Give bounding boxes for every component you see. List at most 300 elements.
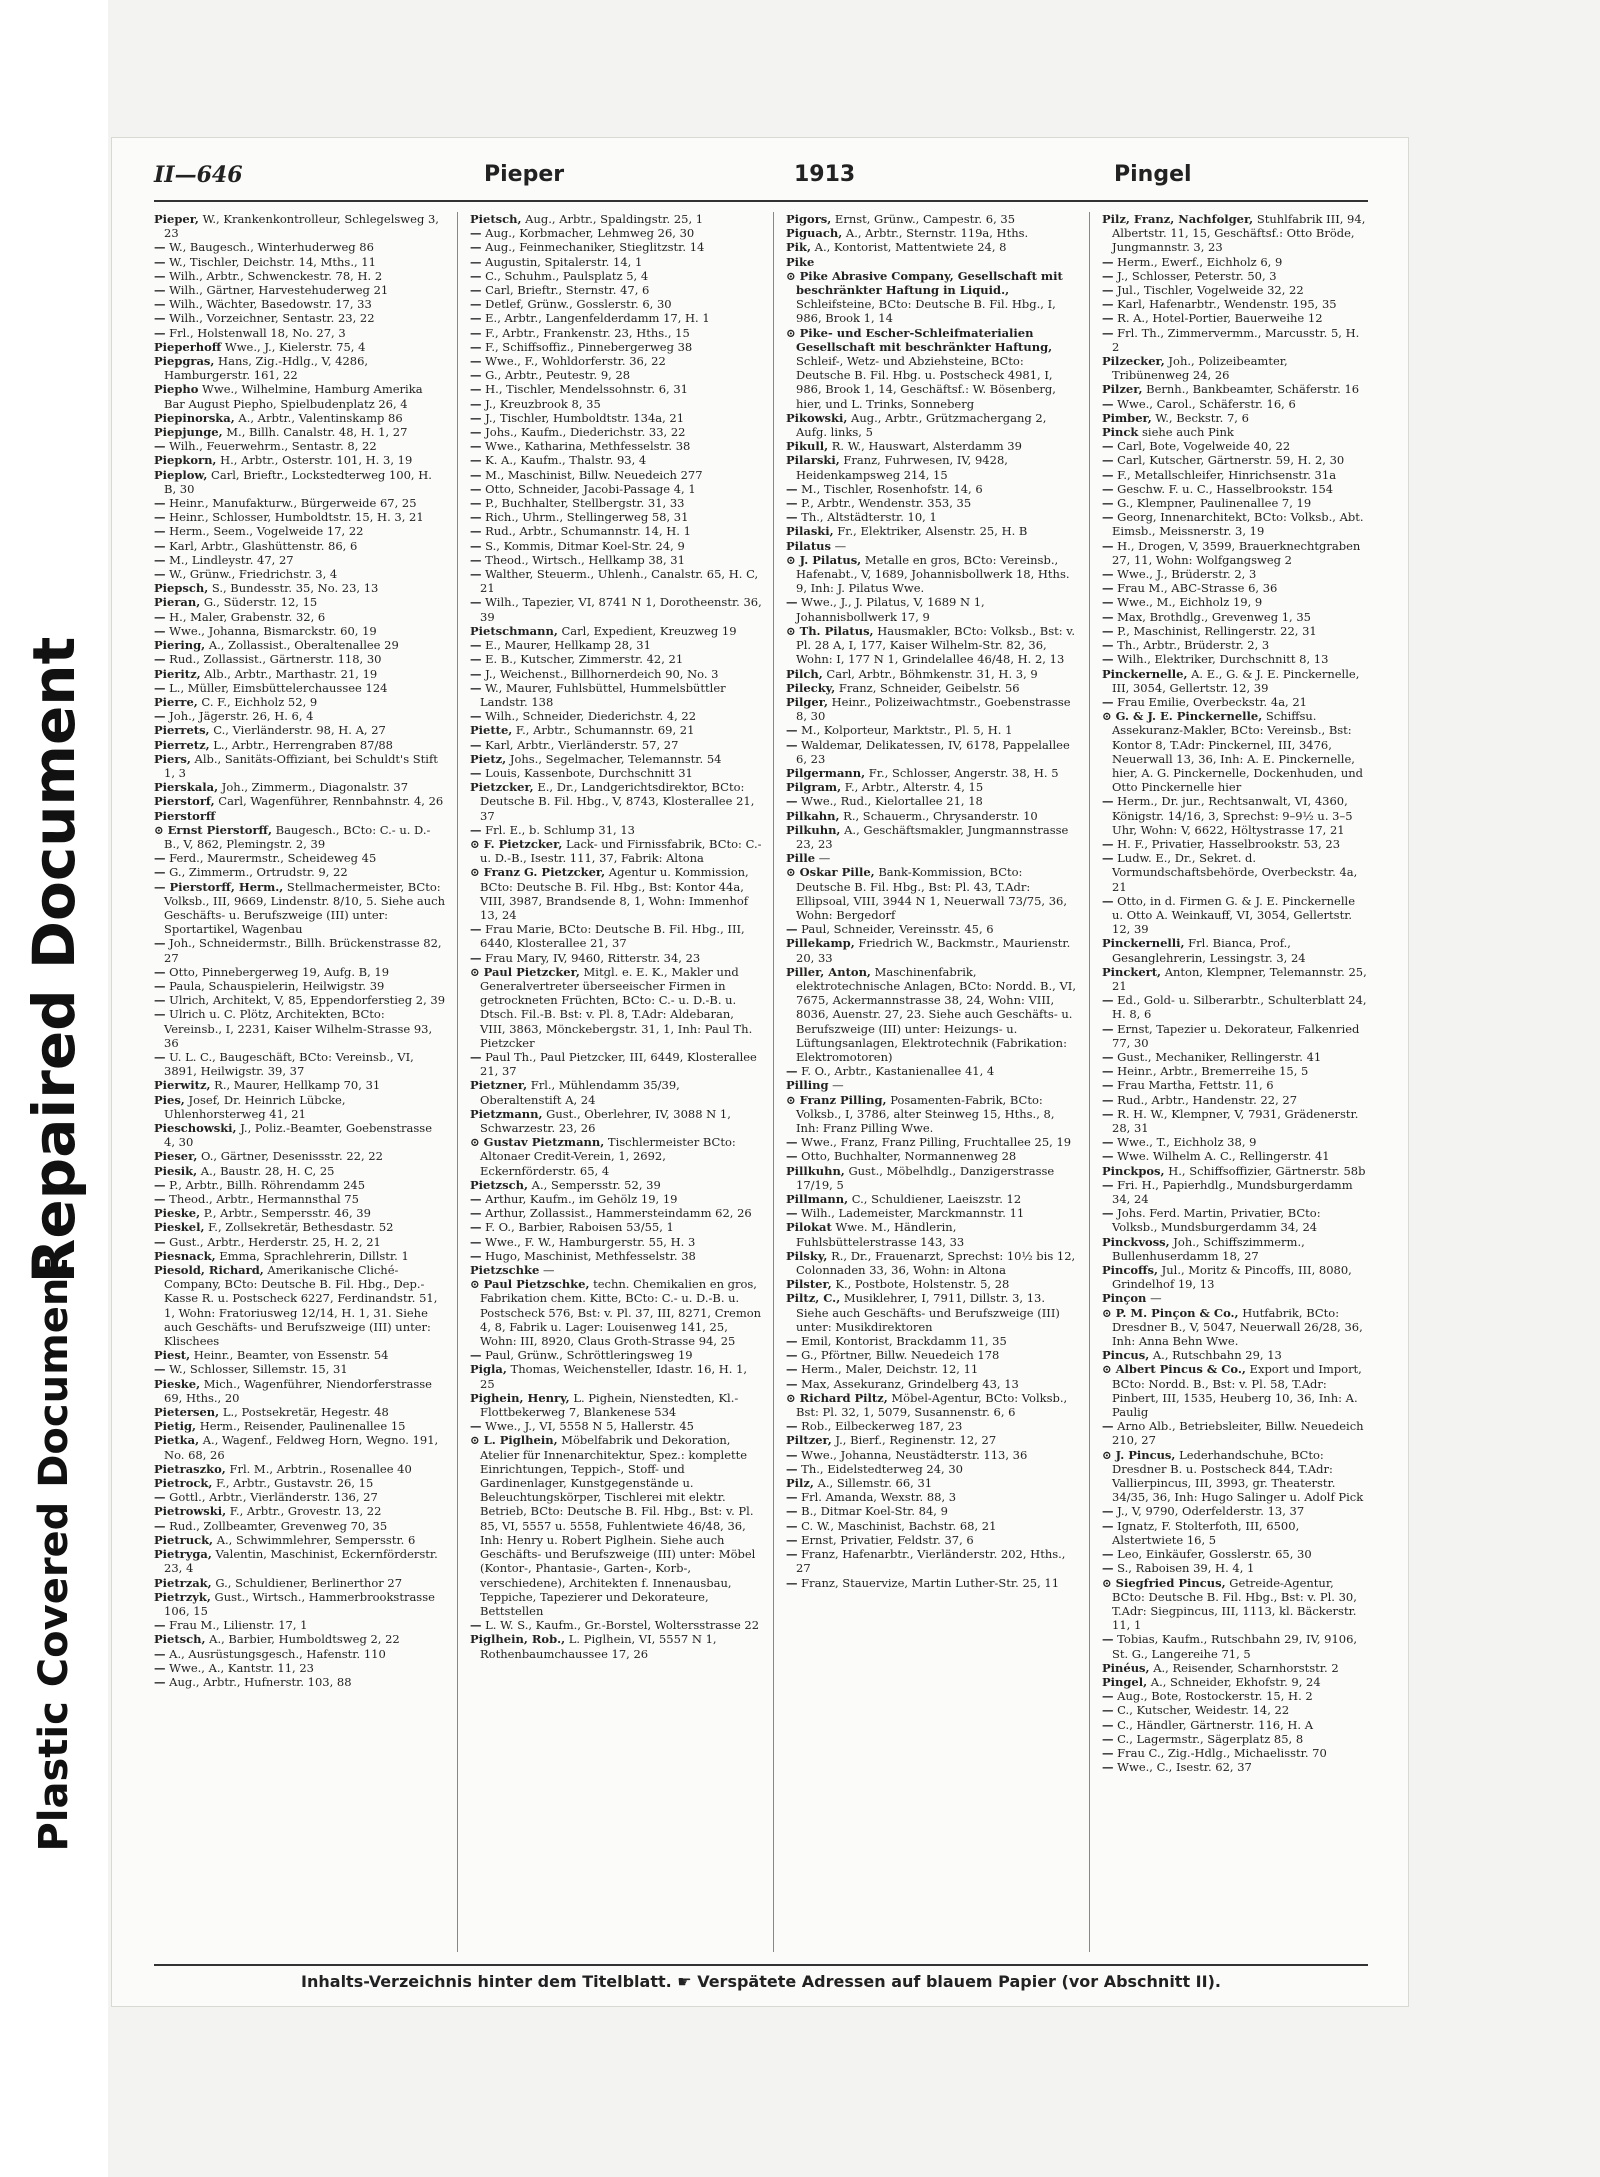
entry-details: Mitgl. e. E. K., Makler und Generalvertreter überseeischer Firmen in getrockneten Früchten, BCto: C.- u. D.-B. u. Dtsch. Fil.-B. Bst: v. Pl. 8, T.Adr: Aldebaran, VIII, 3863, Mönckebergstr. 31, 1, Inh: Paul Th. Pietzcker (480, 964, 753, 1050)
directory-entry (1102, 1419, 1368, 1447)
directory-entry (1102, 326, 1368, 354)
directory-entry (1102, 1064, 1368, 1078)
entry-details: Frau Martha, Fettstr. 11, 6 (1113, 1078, 1274, 1093)
entry-details: Möbelfabrik und Dekoration, Atelier für Innenarchitektur, Spez.: komplette Einrichtungen, Teppich-, Stoff- und Gardinenlager, Kunstgegenstände u. Beleuchtungskörper, Tischlerei mit elektr. Betrieb, BCto: Deutsche B. Fil. Hbg., Bst: v. Pl. 85, VI, 5557 u. 5558, Fuhlentwiete 46/48, 36, Inh: Henry u. Robert Piglhein. Siehe auch Geschäfts- und Berufszweige (III) unter: Möbel (Kontor-, Phantasie-, Garten-, Korb-, verschiedene), Architekten f. Innenausbau, Teppiche, Tapezierer und Dekorateure, Bettstellen (480, 1433, 756, 1618)
entry-name: — (1102, 1106, 1114, 1121)
entry-details: Th., Eidelstedterweg 24, 30 (797, 1461, 963, 1476)
directory-entry (154, 453, 446, 467)
directory-entry (1102, 255, 1368, 269)
entry-name: — (154, 496, 166, 511)
entry-details: Rich., Uhrm., Stellingerweg 58, 31 (481, 510, 689, 525)
directory-entry (786, 1519, 1078, 1533)
directory-entry (154, 1547, 446, 1575)
entry-details: Anton, Klempner, Telemannstr. 25, 21 (1112, 964, 1367, 993)
entry-details: Tischlermeister BCto: Altonaer Credit-Verein, 1, 2692, Eckernförderstr. 65, 4 (480, 1135, 736, 1178)
entry-details: Frl. E., b. Schlump 31, 13 (481, 822, 635, 837)
entry-name: ⊙ Th. Pilatus, (786, 623, 874, 638)
directory-entry (470, 624, 762, 638)
entry-details: Herm., Dr. jur., Rechtsanwalt, VI, 4360, Königstr. 14/16, 3, Sprechst: 9–9½ u. 3–5 Uhr, Wohn: V, 6622, Höltystrasse 17, 21 (1112, 794, 1353, 837)
entry-details: Thomas, Weichensteller, Idastr. 16, H. 1, 25 (480, 1362, 748, 1391)
entry-details: A., Ausrüstungsgesch., Hafenstr. 110 (165, 1646, 386, 1661)
entry-name: — (786, 1575, 798, 1590)
entry-details: A., Schwimmlehrer, Sempersstr. 6 (213, 1532, 416, 1547)
directory-entry (1102, 1689, 1368, 1703)
column-rule (457, 212, 458, 1952)
directory-column-1 (154, 212, 446, 1952)
directory-entry (154, 809, 446, 823)
directory-entry (154, 1007, 446, 1050)
directory-entry (1102, 1235, 1368, 1263)
entry-name: ⊙ Franz Pilling, (786, 1092, 887, 1107)
entry-details: S., Bundesstr. 35, No. 23, 13 (208, 581, 379, 596)
entry-details: A., Geschäftsmakler, Jungmannstrasse 23, 23 (796, 822, 1069, 851)
entry-details: Wwe., T., Eichholz 38, 9 (1113, 1135, 1257, 1150)
directory-entry (1102, 496, 1368, 510)
entry-name: — (1102, 595, 1114, 610)
directory-entry (786, 922, 1078, 936)
directory-entry (154, 468, 446, 496)
entry-details: Heinr., Schlosser, Humboldtstr. 15, H. 3, 21 (165, 510, 424, 525)
entry-details: Wilh., Arbtr., Schwenckestr. 78, H. 2 (165, 268, 383, 283)
directory-entry (786, 865, 1078, 922)
entry-name: Pighein, Henry, (470, 1390, 570, 1405)
entry-details: Musiklehrer, I, 7911, Dillstr. 3, 13. Siehe auch Geschäfts- und Berufszweige (III) unter: Musikdirektoren (796, 1291, 1060, 1334)
directory-entry (786, 1419, 1078, 1433)
directory-entry (470, 382, 762, 396)
directory-entry (1102, 667, 1368, 695)
directory-entry (1102, 425, 1368, 439)
entry-name: Pieschowski, (154, 1121, 237, 1135)
entry-name: Pieser, (154, 1149, 198, 1164)
directory-entry (1102, 581, 1368, 595)
entry-name: — (1102, 893, 1114, 908)
directory-entry (786, 1490, 1078, 1504)
directory-entry (1102, 382, 1368, 396)
entry-details: Detlef, Grünw., Gosslerstr. 6, 30 (481, 297, 672, 312)
directory-entry (1102, 1022, 1368, 1050)
directory-entry (786, 1220, 1078, 1248)
entry-details: Frau Mary, IV, 9460, Ritterstr. 34, 23 (481, 950, 701, 965)
entry-name: — (470, 283, 482, 298)
entry-details: Export und Import, BCto: Nordd. B., Bst: v. Pl. 58, T.Adr: Pinbert, III, 1535, Heuberg 10, 36, Inh: A. Paulig (1112, 1362, 1362, 1420)
directory-entry (154, 865, 446, 879)
directory-entry (786, 1164, 1078, 1192)
side-label (0, 0, 108, 2177)
directory-entry (1102, 794, 1368, 837)
entry-name: — (786, 737, 798, 752)
entry-details: C., Händler, Gärtnerstr. 116, H. A (1113, 1717, 1314, 1732)
entry-details: Wilh., Tapezier, VI, 8741 N 1, Dorotheenstr. 36, 39 (480, 595, 762, 624)
directory-entry (1102, 624, 1368, 638)
entry-details: A., Kontorist, Mattentwiete 24, 8 (811, 240, 1007, 255)
entry-name: — (786, 1490, 798, 1505)
entry-details: Wilh., Feuerwehrm., Sentastr. 8, 22 (165, 439, 377, 454)
entry-name: — (470, 1618, 482, 1633)
directory-entry (470, 1135, 762, 1178)
entry-name: ⊙ Richard Piltz, (786, 1390, 888, 1405)
directory-entry (470, 766, 762, 780)
entry-name: — (1102, 1206, 1114, 1221)
directory-entry (470, 468, 762, 482)
directory-column-2 (470, 212, 762, 1952)
entry-name: — (786, 1447, 798, 1462)
entry-name: — (470, 1419, 482, 1434)
header-first-entry: Pieper (484, 162, 565, 187)
entry-name: — (1102, 254, 1114, 269)
entry-details: Schiffsu. Assekuranz-Makler, BCto: Vereinsb., Bst: Kontor 8, T.Adr: Pinckernel, III, 3476, Neuerwall 13, 36, Inh: A. E. Pinckernelle, hier, A. G. Pinckernelle, Dockenhuden, und Otto Pinckernelle hier (1112, 709, 1363, 795)
entry-details: L. W. S., Kaufm., Gr.-Borstel, Woltersstrasse 22 (481, 1618, 760, 1633)
directory-entry (786, 1078, 1078, 1092)
directory-entry (1102, 993, 1368, 1021)
directory-entry (154, 1050, 446, 1078)
directory-entry (470, 1632, 762, 1660)
directory-entry (1102, 894, 1368, 937)
entry-name: ⊙ J. Pilatus, (786, 552, 862, 567)
entry-name: — (1102, 538, 1114, 553)
entry-details: Carl, Wagenführer, Rennbahnstr. 4, 26 (214, 794, 444, 809)
entry-name: — (1102, 581, 1114, 596)
entry-details: Frl., Holstenwall 18, No. 27, 3 (165, 325, 346, 340)
directory-column-3 (786, 212, 1078, 1952)
entry-name: Pincus, (1102, 1348, 1150, 1363)
entry-name: — (786, 1376, 798, 1391)
directory-entry (154, 738, 446, 752)
entry-details: Augustin, Spitalerstr. 14, 1 (481, 254, 643, 269)
directory-entry (1102, 1703, 1368, 1717)
entry-details: G., Schuldiener, Berlinerthor 27 (211, 1575, 403, 1590)
entry-details: Wwe., F., Wohldorferstr. 36, 22 (481, 354, 666, 369)
directory-entry (786, 255, 1078, 269)
entry-name: — (154, 268, 166, 283)
directory-entry (786, 1433, 1078, 1447)
entry-name: — (470, 481, 482, 496)
entry-name: — (470, 1348, 482, 1363)
entry-name: Pietrowski, (154, 1504, 227, 1519)
entry-name: Pilz, (786, 1476, 814, 1491)
entry-name: Pierretz, (154, 737, 210, 752)
entry-details: Herm., Maler, Deichstr. 12, 11 (797, 1362, 979, 1377)
directory-entry (470, 453, 762, 467)
entry-details: F., Arbtr., Alterstr. 4, 15 (841, 780, 984, 795)
entry-details: A., Sillemstr. 66, 31 (813, 1476, 933, 1491)
entry-name: — (470, 567, 482, 582)
directory-entry (786, 595, 1078, 623)
directory-entry (154, 1576, 446, 1590)
entry-details: E., Dr., Landgerichtsdirektor, BCto: Deutsche B. Fil. Hbg., V, 8743, Klosterallee 21, 37 (480, 780, 755, 823)
entry-name: Piltz, C., (786, 1291, 841, 1306)
directory-entry (470, 837, 762, 865)
entry-details: Herm., Reisender, Paulinenallee 15 (196, 1419, 406, 1434)
entry-name: — (1102, 1547, 1114, 1562)
entry-details: J., Weichenst., Billhornerdeich 90, No. 3 (481, 666, 719, 681)
entry-name: — (1102, 1504, 1114, 1519)
entry-name: ⊙ Albert Pincus & Co., (1102, 1362, 1246, 1377)
entry-details: Wwe., Carol., Schäferstr. 16, 6 (1113, 396, 1296, 411)
directory-entry (1102, 1576, 1368, 1633)
entry-name: Pietzcker, (470, 780, 534, 795)
directory-entry (786, 1291, 1078, 1334)
entry-details: Wwe. M., Händlerin, Fuhlsbüttelerstrasse 143, 33 (796, 1220, 965, 1249)
entry-details: P., Maschinist, Rellingerstr. 22, 31 (1113, 623, 1317, 638)
entry-name: — (470, 297, 482, 312)
entry-name: Pietsch, (470, 212, 522, 226)
entry-details: Otto, in d. Firmen G. & J. E. Pinckernelle u. Otto A. Weinkauff, VI, 3054, Gellertstr. 12, 39 (1112, 893, 1356, 937)
directory-entry (1102, 1519, 1368, 1547)
directory-entry (786, 240, 1078, 254)
entry-name: Pietzmann, (470, 1106, 543, 1121)
entry-name: — (470, 510, 482, 525)
entry-name: Pies, (154, 1092, 185, 1107)
entry-name: — (1102, 481, 1114, 496)
directory-entry (1102, 1547, 1368, 1561)
entry-name: — (154, 538, 166, 553)
directory-entry (786, 326, 1078, 411)
entry-details: Rud., Arbtr., Schumannstr. 14, H. 1 (481, 524, 691, 539)
entry-details: Paul, Schneider, Vereinsstr. 45, 6 (797, 922, 994, 937)
entry-name: Pillekamp, (786, 936, 855, 951)
entry-name: — (154, 623, 166, 638)
entry-details: Stuhlfabrik III, 94, Albertstr. 11, 15, Geschäftsf.: Otto Bröde, Jungmannstr. 3, 23 (1112, 212, 1366, 255)
entry-details: Frl. Th., Zimmervermm., Marcusstr. 5, H. 2 (1112, 325, 1360, 354)
directory-entry (470, 297, 762, 311)
entry-name: Pigla, (470, 1362, 507, 1377)
entry-name: — (1102, 496, 1114, 511)
directory-entry (786, 809, 1078, 823)
entry-name: — (1102, 1561, 1114, 1576)
entry-name: Pinckernelle, (1102, 666, 1188, 681)
directory-entry (470, 482, 762, 496)
entry-name: — (1102, 1149, 1114, 1164)
directory-entry (786, 1476, 1078, 1490)
entry-name: Piepjunge, (154, 425, 223, 440)
entry-details: C., Lagermstr., Sägerplatz 85, 8 (1113, 1731, 1304, 1746)
directory-entry (1102, 1448, 1368, 1505)
directory-entry (154, 255, 446, 269)
entry-details: Getreide-Agentur, BCto: Deutsche B. Fil. Hbg., Bst: v. Pl. 30, T.Adr: Siegpincus, III, 1113, kl. Bäckerstr. 11, 1 (1112, 1575, 1357, 1633)
entry-details: Herm., Ewerf., Eichholz 6, 9 (1113, 254, 1283, 269)
entry-name: ⊙ Paul Pietzcker, (470, 964, 580, 979)
entry-name: — (786, 1419, 798, 1434)
directory-entry (1102, 482, 1368, 496)
entry-details: Alb., Sanitäts-Offiziant, bei Schuldt's Stift 1, 3 (164, 751, 438, 780)
directory-entry (154, 851, 446, 865)
entry-details: Carl, Bote, Vogelweide 40, 22 (1113, 439, 1291, 454)
entry-name: — (470, 496, 482, 511)
entry-name: — (786, 1547, 798, 1562)
directory-entry (1102, 311, 1368, 325)
directory-entry (154, 1618, 446, 1632)
directory-entry (470, 567, 762, 595)
entry-name: — (1102, 1419, 1114, 1434)
directory-entry (154, 695, 446, 709)
directory-entry (470, 425, 762, 439)
entry-details: A., Arbtr., Sternstr. 119a, Hths. (842, 226, 1029, 241)
directory-entry (154, 326, 446, 340)
entry-name: — (786, 1518, 798, 1533)
entry-details: Paula, Schauspielerin, Heilwigstr. 39 (165, 978, 385, 993)
entry-name: — (1102, 652, 1114, 667)
entry-name: — (786, 1532, 798, 1547)
entry-name: — (1102, 297, 1114, 312)
directory-entry (470, 780, 762, 823)
plastic-covered-document-label: Plastic Covered Document (31, 1258, 77, 1852)
entry-details: Fr., Elektriker, Alsenstr. 25, H. B (833, 524, 1028, 539)
directory-entry (786, 1448, 1078, 1462)
directory-entry (154, 1078, 446, 1092)
directory-entry (470, 255, 762, 269)
directory-entry (154, 510, 446, 524)
entry-name: Pierrets, (154, 723, 210, 738)
directory-entry (470, 922, 762, 950)
entry-name: Pilzer, (1102, 382, 1143, 397)
directory-entry (154, 993, 446, 1007)
entry-details: Wilh., Elektriker, Durchschnitt 8, 13 (1113, 652, 1329, 667)
entry-name: Pilz, Franz, Nachfolger, (1102, 212, 1254, 226)
directory-entry (470, 681, 762, 709)
entry-name: Pinck (1102, 425, 1139, 440)
entry-details: Paul, Grünw., Schröttleringsweg 19 (481, 1348, 693, 1363)
directory-entry (1102, 837, 1368, 851)
entry-name: Pilkuhn, (786, 822, 841, 837)
entry-name: — (154, 1646, 166, 1661)
entry-name: — (1102, 1078, 1114, 1093)
entry-name: — (470, 396, 482, 411)
directory-entry (470, 1078, 762, 1106)
entry-details: P., Buchhalter, Stellbergstr. 31, 33 (481, 496, 685, 511)
entry-name: — (470, 425, 482, 440)
entry-details: Wilh., Lademeister, Marckmannstr. 11 (797, 1206, 1025, 1221)
entry-name: — (154, 1192, 166, 1207)
entry-details: Lack- und Firnissfabrik, BCto: C.- u. D.-B., Isestr. 111, 37, Fabrik: Altona (480, 836, 762, 866)
entry-details: Herm., Seem., Vogelweide 17, 22 (165, 524, 364, 539)
entry-name: Pietschmann, (470, 623, 558, 638)
directory-entry (154, 610, 446, 624)
entry-name: — (786, 1362, 798, 1377)
entry-details: J., Schlosser, Peterstr. 50, 3 (1113, 268, 1277, 283)
entry-name: — (786, 922, 798, 937)
entry-details: C., Kutscher, Weidestr. 14, 22 (1113, 1703, 1290, 1718)
entry-name: — (154, 311, 166, 326)
directory-entry (1102, 1760, 1368, 1774)
entry-name: — (154, 325, 166, 340)
directory-entry (1102, 212, 1368, 255)
directory-entry (1102, 1263, 1368, 1291)
entry-name: Pierre, (154, 694, 198, 709)
entry-details: Franz, Stauervize, Martin Luther-Str. 25, 11 (797, 1575, 1060, 1590)
directory-entry (154, 1419, 446, 1433)
entry-details: Wwe., J., J. Pilatus, V, 1689 N 1, Johannisbollwerk 17, 9 (796, 595, 985, 624)
entry-name: — (470, 1248, 482, 1263)
entry-name: Pietig, (154, 1419, 197, 1434)
entry-details: Ernst, Grünw., Campestr. 6, 35 (831, 212, 1016, 226)
entry-details: W., Tischler, Deichstr. 14, Mths., 11 (165, 254, 376, 269)
directory-entry (1102, 297, 1368, 311)
directory-entry (154, 681, 446, 695)
directory-entry (470, 723, 762, 737)
entry-details: E., Arbtr., Langenfelderdamm 17, H. 1 (481, 311, 710, 326)
entry-details: Ferd., Maurermstr., Scheideweg 45 (165, 851, 377, 866)
entry-details: Franz, Hafenarbtr., Vierländerstr. 202, Hths., 27 (796, 1547, 1066, 1576)
directory-entry (470, 212, 762, 226)
directory-entry (154, 581, 446, 595)
entry-name: — (1102, 609, 1114, 624)
directory-entry (786, 1462, 1078, 1476)
directory-entry (786, 496, 1078, 510)
directory-entry (1102, 1107, 1368, 1135)
directory-entry (154, 425, 446, 439)
entry-name: — (470, 254, 482, 269)
entry-details: Wwe., J., Kielerstr. 75, 4 (221, 339, 366, 354)
directory-entry (786, 823, 1078, 851)
directory-entry (470, 752, 762, 766)
directory-entry (470, 226, 762, 240)
directory-entry (154, 539, 446, 553)
entry-name: Pietrock, (154, 1476, 213, 1491)
entry-details: R., Maurer, Hellkamp 70, 31 (210, 1078, 381, 1093)
entry-details: M., Maschinist, Billw. Neuedeich 277 (481, 467, 703, 482)
header-year: 1913 (794, 162, 856, 187)
entry-details: Joh., Polizeibeamter, Tribünenweg 24, 26 (1112, 354, 1288, 383)
directory-entry (1102, 695, 1368, 709)
entry-details: Gottl., Arbtr., Vierländerstr. 136, 27 (165, 1490, 378, 1505)
entry-details: Paul Th., Paul Pietzcker, III, 6449, Klosterallee 21, 37 (480, 1049, 757, 1079)
entry-name: Pierwitz, (154, 1078, 211, 1093)
entry-details: Aug., Korbmacher, Lehmweg 26, 30 (481, 226, 695, 241)
directory-entry (470, 1206, 762, 1220)
entry-details: M., Lindleystr. 47, 27 (165, 552, 294, 567)
directory-entry (786, 553, 1078, 596)
directory-entry (1102, 1135, 1368, 1149)
entry-details: Metalle en gros, BCto: Vereinsb., Hafenabt., V, 1689, Johannisbollwerk 18, Hths. 9, Inh: J. Pilatus Wwe. (796, 552, 1070, 596)
directory-entry (470, 397, 762, 411)
directory-entry (154, 965, 446, 979)
directory-entry (154, 1675, 446, 1689)
directory-entry (154, 1249, 446, 1263)
entry-details: H., Arbtr., Osterstr. 101, H. 3, 19 (216, 453, 413, 468)
entry-name: Piesold, Richard, (154, 1263, 264, 1278)
entry-details: Schleifsteine, BCto: Deutsche B. Fil. Hbg., I, 986, Brook 1, 14 (796, 297, 1056, 326)
entry-details: Johs., Segelmacher, Telemannstr. 54 (506, 751, 722, 766)
entry-name: — (470, 765, 482, 780)
directory-entry (470, 326, 762, 340)
directory-entry (470, 354, 762, 368)
entry-details: F., Zollsekretär, Bethesdastr. 52 (204, 1220, 394, 1235)
entry-name: Piepho (154, 382, 199, 397)
entry-name: ⊙ J. Pincus, (1102, 1447, 1176, 1462)
entry-name: — (154, 1674, 166, 1689)
directory-entry (154, 311, 446, 325)
entry-details: Wwe., J., VI, 5558 N 5, Hallerstr. 45 (481, 1419, 694, 1434)
entry-details: Carl, Kutscher, Gärtnerstr. 59, H. 2, 30 (1113, 453, 1345, 468)
entry-name: — (154, 524, 166, 539)
entry-name: Pinckpos, (1102, 1163, 1165, 1178)
directory-entry (154, 1149, 446, 1163)
entry-name: — (1102, 1092, 1114, 1107)
directory-entry (154, 283, 446, 297)
entry-details: Stellmachermeister, BCto: Volksb., III, 9669, Lindenstr. 8/10, 5. Siehe auch Geschäfts- u. Berufszweige (III) unter: Sportartikel, Wagenbau (164, 879, 446, 937)
entry-details: Aug., Arbtr., Spaldingstr. 25, 1 (521, 212, 704, 226)
entry-details: P., Arbtr., Sempersstr. 46, 39 (200, 1206, 371, 1221)
entry-name: — (470, 453, 482, 468)
entry-details: Frau Marie, BCto: Deutsche B. Fil. Hbg., III, 6440, Klosterallee 21, 37 (480, 922, 745, 951)
entry-details: A., Schneider, Ekhofstr. 9, 24 (1147, 1674, 1321, 1689)
entry-name: — (470, 325, 482, 340)
entry-name: — (1102, 794, 1114, 809)
entry-details: L. Piglhein, VI, 5557 N 1, Rothenbaumchaussee 17, 26 (480, 1632, 717, 1661)
directory-entry (786, 1348, 1078, 1362)
entry-details: A., Reisender, Scharnhorststr. 2 (1149, 1660, 1339, 1675)
page-number: II—646 (154, 162, 243, 188)
